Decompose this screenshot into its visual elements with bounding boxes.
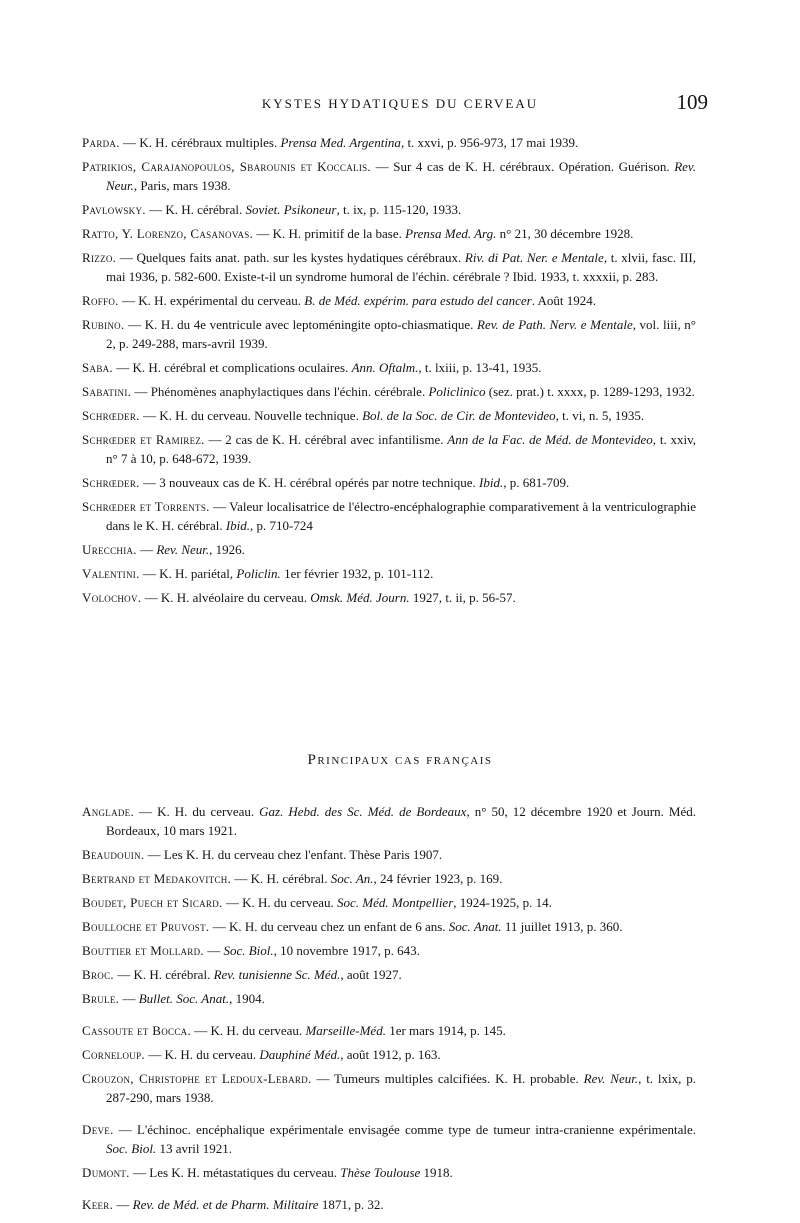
reference-details: , 1926. (209, 542, 245, 557)
group-spacer (82, 794, 696, 802)
reference-work: Rev. de Path. Nerv. e Mentale (477, 317, 633, 332)
reference-text: — L'échinoc. encéphalique expérimentale envisagée comme type de tumeur intra-cranienne expérimentale. (113, 1122, 696, 1137)
reference-author: Corneloup. (82, 1047, 145, 1062)
reference-details: 11 juillet 1913, p. 360. (501, 919, 623, 934)
reference-details: , n° 50, 12 décembre 1920 et Journ. Méd. Bordeaux, 10 mars 1921. (106, 804, 696, 838)
reference-text: — (119, 991, 139, 1006)
reference-author: Sabatini. (82, 384, 132, 399)
reference-entry (82, 802, 696, 840)
reference-details: . Août 1924. (531, 293, 597, 308)
reference-work: Ann. Oftalm. (351, 360, 419, 375)
reference-work: Rev. de Méd. et de Pharm. Militaire (132, 1197, 319, 1212)
reference-text: — K. H. primitif de la base. (253, 226, 406, 241)
reference-author: Parda. (82, 135, 120, 150)
reference-text: — Tumeurs multiples calcifiées. K. H. probable. (311, 1071, 584, 1086)
running-title: KYSTES HYDATIQUES DU CERVEAU (261, 96, 539, 111)
reference-entry (82, 917, 696, 936)
reference-entry (82, 133, 696, 152)
reference-entry (82, 406, 696, 425)
reference-work: Rev. tunisienne Sc. Méd. (213, 967, 341, 982)
reference-work: Rev. Neur. (583, 1071, 639, 1086)
reference-entry (82, 1195, 696, 1214)
reference-entry (82, 540, 696, 559)
reference-author: Anglade. (82, 804, 135, 819)
reference-author: Boulloche et Pruvost. (82, 919, 210, 934)
reference-author: Keer. (82, 1197, 114, 1212)
reference-text: — K. H. cérébraux multiples. (119, 135, 281, 150)
reference-details: , 24 février 1923, p. 169. (373, 871, 503, 886)
reference-text: — K. H. du cerveau. (222, 895, 338, 910)
reference-text: — K. H. du cerveau. (191, 1023, 306, 1038)
reference-entry (82, 430, 696, 468)
reference-text: — Phénomènes anaphylactiques dans l'échin. cérébrale. (131, 384, 429, 399)
reference-author: Rubino. (82, 317, 125, 332)
reference-author: Bouttier et Mollard. (82, 943, 204, 958)
reference-entry (82, 1163, 696, 1182)
reference-work: Soc. An. (330, 871, 374, 886)
foreign-references-list (82, 133, 696, 612)
page-number: 109 (676, 90, 708, 114)
reference-text: — 2 cas de K. H. cérébral avec infantilisme. (204, 432, 448, 447)
reference-text: — K. H. expérimental du cerveau. (118, 293, 305, 308)
reference-entry (82, 315, 696, 353)
reference-entry (82, 845, 696, 864)
reference-text: — Quelques faits anat. path. sur les kystes hydatiques cérébraux. (116, 250, 465, 265)
reference-details: , août 1927. (340, 967, 402, 982)
reference-entry (82, 1120, 696, 1158)
reference-work: B. de Méd. expérim. para estudo del cancer (304, 293, 532, 308)
reference-work: Bullet. Soc. Anat. (138, 991, 230, 1006)
reference-entry (82, 965, 696, 984)
reference-details: , vol. liii, n° 2, p. 249-288, mars-avril 1939. (106, 317, 696, 351)
reference-author: Boudet, Puech et Sicard. (82, 895, 223, 910)
reference-entry (82, 588, 696, 607)
reference-text: — K. H. alvéolaire du cerveau. (141, 590, 311, 605)
reference-entry (82, 200, 696, 219)
reference-author: Cassoute et Bocca. (82, 1023, 191, 1038)
reference-work: Riv. di Pat. Ner. e Mentale (464, 250, 604, 265)
reference-entry (82, 564, 696, 583)
reference-work: Marseille-Méd. (305, 1023, 386, 1038)
reference-work: Soc. Anat. (448, 919, 502, 934)
reference-work: Prensa Med. Arg. (405, 226, 497, 241)
reference-text: — Les K. H. du cerveau chez l'enfant. Thèse Paris 1907. (144, 847, 443, 862)
reference-entry (82, 382, 696, 401)
reference-author: Valentini. (82, 566, 140, 581)
reference-details: n° 21, 30 décembre 1928. (496, 226, 634, 241)
reference-entry (82, 869, 696, 888)
french-references-list (82, 794, 696, 1219)
reference-details: , t. xlvii, fasc. III, mai 1936, p. 582-600. Existe-t-il un syndrome humoral de l'échin. cérébrale ? Ibid. 1933, t. xxxxii, p. 283. (106, 250, 697, 284)
reference-work: Soc. Biol. (223, 943, 274, 958)
reference-author: Broc. (82, 967, 114, 982)
reference-details: 1er février 1932, p. 101-112. (280, 566, 434, 581)
section-heading: Principaux cas français (307, 752, 493, 768)
reference-details: , 1924-1925, p. 14. (453, 895, 552, 910)
reference-text: — K. H. du cerveau. (144, 1047, 260, 1062)
reference-work: Policlinico (428, 384, 486, 399)
reference-author: Brule. (82, 991, 120, 1006)
reference-author: Saba. (82, 360, 113, 375)
reference-work: Prensa Med. Argentina (280, 135, 401, 150)
reference-entry (82, 248, 696, 286)
reference-author: Urecchia. (82, 542, 137, 557)
reference-author: Deve. (82, 1122, 114, 1137)
reference-author: Rizzo. (82, 250, 117, 265)
reference-text: — Les K. H. métastatiques du cerveau. (129, 1165, 341, 1180)
reference-text: — (136, 542, 157, 557)
reference-details: , p. 681-709. (503, 475, 570, 490)
reference-work: Bol. de la Soc. de Cir. de Montevideo (362, 408, 556, 423)
reference-details: , Paris, mars 1938. (133, 178, 231, 193)
reference-author: Schrœder et Ramirez. (82, 432, 205, 447)
reference-entry (82, 1069, 696, 1107)
reference-details: 1er mars 1914, p. 145. (385, 1023, 506, 1038)
reference-details: , t. ix, p. 115-120, 1933. (336, 202, 462, 217)
reference-entry (82, 1021, 696, 1040)
reference-text: — Sur 4 cas de K. H. cérébraux. Opération. Guérison. (371, 159, 675, 174)
reference-work: Rev. Neur. (156, 542, 210, 557)
reference-text: — K. H. du cerveau. (134, 804, 260, 819)
reference-details: 1927, t. ii, p. 56-57. (409, 590, 516, 605)
reference-entry (82, 497, 696, 535)
reference-details: (sez. prat.) t. xxxx, p. 1289-1293, 1932. (485, 384, 695, 399)
reference-author: Ratto, Y. Lorenzo, Casanovas. (82, 226, 254, 241)
reference-text: — Valeur localisatrice de l'électro-encéphalographie comparativement à la ventriculographie dans le K. H. cérébral. (106, 499, 697, 533)
reference-details: , 1904. (229, 991, 265, 1006)
reference-work: Ibid. (479, 475, 504, 490)
reference-details: , t. vi, n. 5, 1935. (555, 408, 645, 423)
reference-work: Rev. Neur. (106, 159, 696, 193)
reference-author: Bertrand et Medakovitch. (82, 871, 232, 886)
reference-text: — K. H. cérébral. (145, 202, 246, 217)
reference-author: Crouzon, Christophe et Ledoux-Lebard. (82, 1071, 312, 1086)
reference-author: Pavlowsky. (82, 202, 146, 217)
reference-entry (82, 1045, 696, 1064)
reference-text: — K. H. cérébral et complications oculaires. (112, 360, 352, 375)
reference-details: , p. 710-724 (250, 518, 313, 533)
reference-details: 13 avril 1921. (156, 1141, 233, 1156)
reference-text: — K. H. du 4e ventricule avec leptoméningite opto-chiasmatique. (124, 317, 478, 332)
reference-work: Soviet. Psikoneur (245, 202, 337, 217)
reference-author: Schrœder et Torrents. (82, 499, 210, 514)
reference-text: — (203, 943, 224, 958)
reference-text: — K. H. du cerveau. Nouvelle technique. (139, 408, 363, 423)
reference-work: Ann de la Fac. de Méd. de Montevideo (447, 432, 653, 447)
reference-details: , t. xxvi, p. 956-973, 17 mai 1939. (400, 135, 579, 150)
reference-details: , t. lxiii, p. 13-41, 1935. (418, 360, 542, 375)
reference-work: Policlin. (236, 566, 281, 581)
reference-details: , 10 novembre 1917, p. 643. (273, 943, 420, 958)
reference-text: — K. H. cérébral. (231, 871, 331, 886)
reference-entry (82, 989, 696, 1008)
reference-author: Dumont. (82, 1165, 130, 1180)
group-spacer (82, 1187, 696, 1195)
reference-author: Schrœder. (82, 408, 140, 423)
reference-entry (82, 291, 696, 310)
reference-author: Roffo. (82, 293, 119, 308)
reference-text: — K. H. cérébral. (113, 967, 214, 982)
group-spacer (82, 1112, 696, 1120)
reference-details: 1918. (420, 1165, 453, 1180)
reference-entry (82, 358, 696, 377)
reference-details: , t. lxix, p. 287-290, mars 1938. (106, 1071, 696, 1105)
reference-work: Gaz. Hebd. des Sc. Méd. de Bordeaux (259, 804, 467, 819)
reference-work: Dauphiné Méd. (259, 1047, 341, 1062)
reference-work: Omsk. Méd. Journ. (310, 590, 410, 605)
reference-work: Soc. Biol. (106, 1141, 157, 1156)
reference-details: 1871, p. 32. (318, 1197, 384, 1212)
group-spacer (82, 1013, 696, 1021)
reference-entry (82, 157, 696, 195)
reference-author: Patrikios, Carajanopoulos, Sbarounis et Koccalis. (82, 159, 371, 174)
reference-author: Schrœder. (82, 475, 140, 490)
reference-text: — 3 nouveaux cas de K. H. cérébral opérés par notre technique. (139, 475, 480, 490)
reference-work: Thèse Toulouse (340, 1165, 421, 1180)
reference-author: Volochov. (82, 590, 142, 605)
reference-text: — (113, 1197, 133, 1212)
reference-text: — K. H. pariétal, (139, 566, 237, 581)
reference-entry (82, 224, 696, 243)
reference-entry (82, 941, 696, 960)
reference-author: Beaudouin. (82, 847, 145, 862)
reference-details: , t. xxiv, n° 7 à 10, p. 648-672, 1939. (106, 432, 696, 466)
reference-details: , août 1912, p. 163. (340, 1047, 441, 1062)
reference-work: Soc. Méd. Montpellier (337, 895, 454, 910)
reference-entry (82, 473, 696, 492)
reference-text: — K. H. du cerveau chez un enfant de 6 ans. (209, 919, 449, 934)
reference-work: Ibid. (225, 518, 251, 533)
reference-entry (82, 893, 696, 912)
